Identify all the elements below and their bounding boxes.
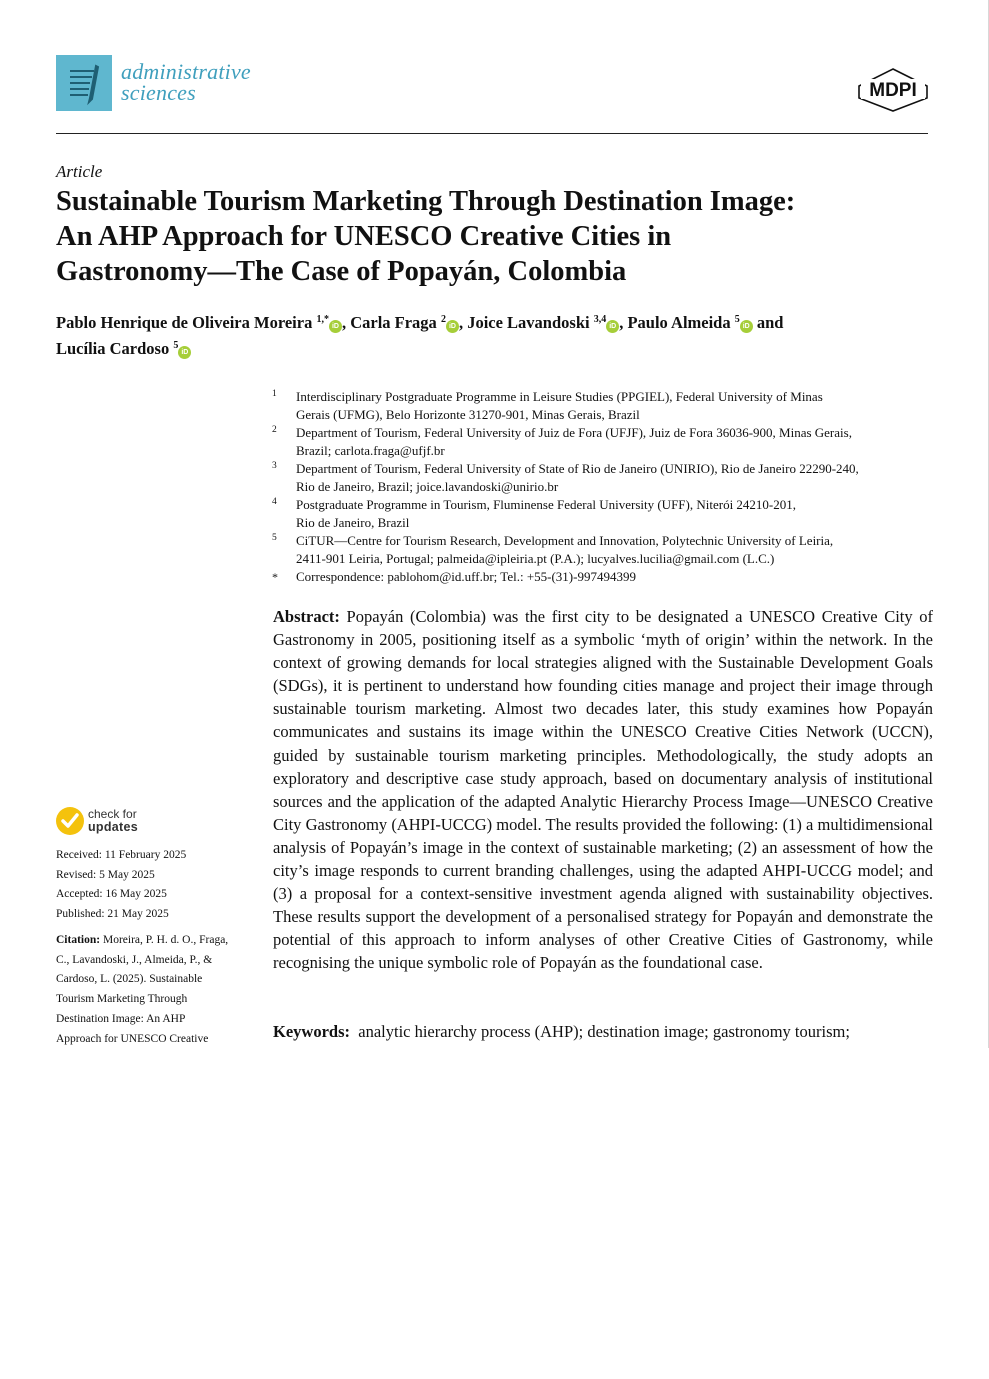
orcid-icon[interactable]: iD: [446, 320, 459, 333]
title-line: An AHP Approach for UNESCO Creative Cities in: [56, 221, 672, 252]
affiliations: [272, 388, 932, 586]
orcid-icon[interactable]: iD: [740, 320, 753, 333]
author[interactable]: Paulo Almeida $^5$: [627, 313, 740, 332]
date-revised: Revised: 5 May 2025: [56, 868, 155, 881]
keywords-text: analytic hierarchy process (AHP); destination image; gastronomy tourism;: [358, 1022, 850, 1041]
date-accepted: Accepted: 16 May 2025: [56, 888, 167, 901]
check-updates-line2: updates: [88, 820, 139, 834]
abstract: [273, 605, 933, 975]
abstract-label: Abstract:: [273, 607, 340, 626]
author[interactable]: Lucília Cardoso $^5$: [56, 339, 179, 358]
orcid-icon[interactable]: iD: [329, 320, 342, 333]
keywords: [273, 1020, 933, 1043]
author[interactable]: Pablo Henrique de Oliveira Moreira $^{1,*}$: [56, 313, 329, 332]
mdpi-logo: [857, 68, 929, 112]
author[interactable]: Joice Lavandoski $^{3,4}$: [467, 313, 607, 332]
journal-name-line1: administrative: [121, 59, 251, 84]
title-line: Sustainable Tourism Marketing Through Destination Image:: [56, 186, 796, 217]
publication-dates: [56, 846, 186, 925]
citation: Citation: Moreira, P. H. d. O., Fraga, C., Lavandoski, J., Almeida, P., & Cardoso, L. (2025). Sustainable Tourism Marketing Through Destination Image: An AHP Approach for UNESCO Creative: [56, 934, 229, 1045]
affiliation: 1 Interdisciplinary Postgraduate Programme in Leisure Studies (PPGIEL), Federal University of Minas Gerais (UFMG), Belo Horizonte 31270-901, Minas Gerais, Brazil: [272, 389, 823, 422]
check-for-updates-button[interactable]: [55, 806, 215, 838]
journal-logo-icon: [56, 55, 112, 111]
publisher-name: MDPI: [869, 80, 917, 101]
author-list: Pablo Henrique de Oliveira Moreira $^{1,*}$iD , Carla Fraga $^2$iD , Joice Lavandoski $^{3,4}$iD , Paulo Almeida $^5$iD and Lucília Cardoso $^5$iD: [56, 313, 784, 358]
article-title: [56, 184, 936, 289]
orcid-icon[interactable]: iD: [178, 346, 191, 359]
orcid-icon[interactable]: iD: [606, 320, 619, 333]
date-published: Published: 21 May 2025: [56, 908, 169, 921]
check-updates-icon: [55, 806, 85, 836]
affiliation: 3 Department of Tourism, Federal University of State of Rio de Janeiro (UNIRIO), Rio de Janeiro 22290-240, Rio de Janeiro, Brazil; joice.lavandoski@unirio.br: [272, 461, 859, 494]
check-updates-line1: check for: [88, 807, 137, 821]
correspondence: * Correspondence: pablohom@id.uff.br; Tel.: +55-(31)-997494399: [272, 569, 636, 584]
affiliation: 4 Postgraduate Programme in Tourism, Fluminense Federal University (UFF), Niterói 24210-201, Rio de Janeiro, Brazil: [272, 497, 797, 530]
affiliation: 2 Department of Tourism, Federal University of Juiz de Fora (UFJF), Juiz de Fora 36036-900, Minas Gerais, Brazil; carlota.fraga@ufjf.br: [272, 425, 852, 458]
journal-name-line2: sciences: [121, 80, 196, 105]
article-type: Article: [56, 162, 103, 181]
abstract-text: Popayán (Colombia) was the first city to be designated a UNESCO Creative City of Gastronomy in 2005, positioning itself as a symbolic ‘myth of origin’ within the network. In the context of growing demands for local strategies aligned with the Sustainable Development Goals (SDGs), it is pertinent to understand how founding cities manage and project their image through sustainable tourism marketing. Almost two decades later, this study examines how Popayán communicates and sustains its image within the UNESCO Creative Cities Network (UCCN), guided by sustainable tourism marketing principles. Methodologically, the study adopts an exploratory and descriptive case study approach, based on documentary analysis of institutional sources and the application of the adapted Analytic Hierarchy Process Image—UNESCO Creative City Gastronomy (AHPI-UCCG) model. The results provided the following: (1) a multidimensional analysis of Popayán’s image in the context of sustainable marketing; (2) an assessment of how the city’s image responds to current branding challenges, using the adapted AHPI-UCCG model; and (3) a proposal for a context-sensitive investment agenda aligned with sustainability objectives. These results support the development of a personalised strategy for Popayán and demonstrate the potential of this approach to inform analyses of other Creative Cities of Gastronomy, while recognising the unique symbolic role of Popayán as the foundational case.: [273, 607, 934, 973]
author[interactable]: Carla Fraga $^2$: [350, 313, 446, 332]
citation-label: Citation:: [56, 934, 101, 946]
title-line: Gastronomy—The Case of Popayán, Colombia: [56, 256, 627, 287]
keywords-label: Keywords:: [273, 1022, 350, 1041]
date-received: Received: 11 February 2025: [56, 849, 187, 861]
journal-name: [121, 61, 251, 103]
affiliation: 5 CiTUR—Centre for Tourism Research, Development and Innovation, Polytechnic University of Leiria, 2411-901 Leiria, Portugal; palmeida@ipleiria.pt (P.A.); lucyalves.lucilia@gmail.com (L.C.): [272, 533, 834, 566]
header-divider: [56, 133, 928, 134]
author-conjunction: and: [756, 313, 784, 332]
